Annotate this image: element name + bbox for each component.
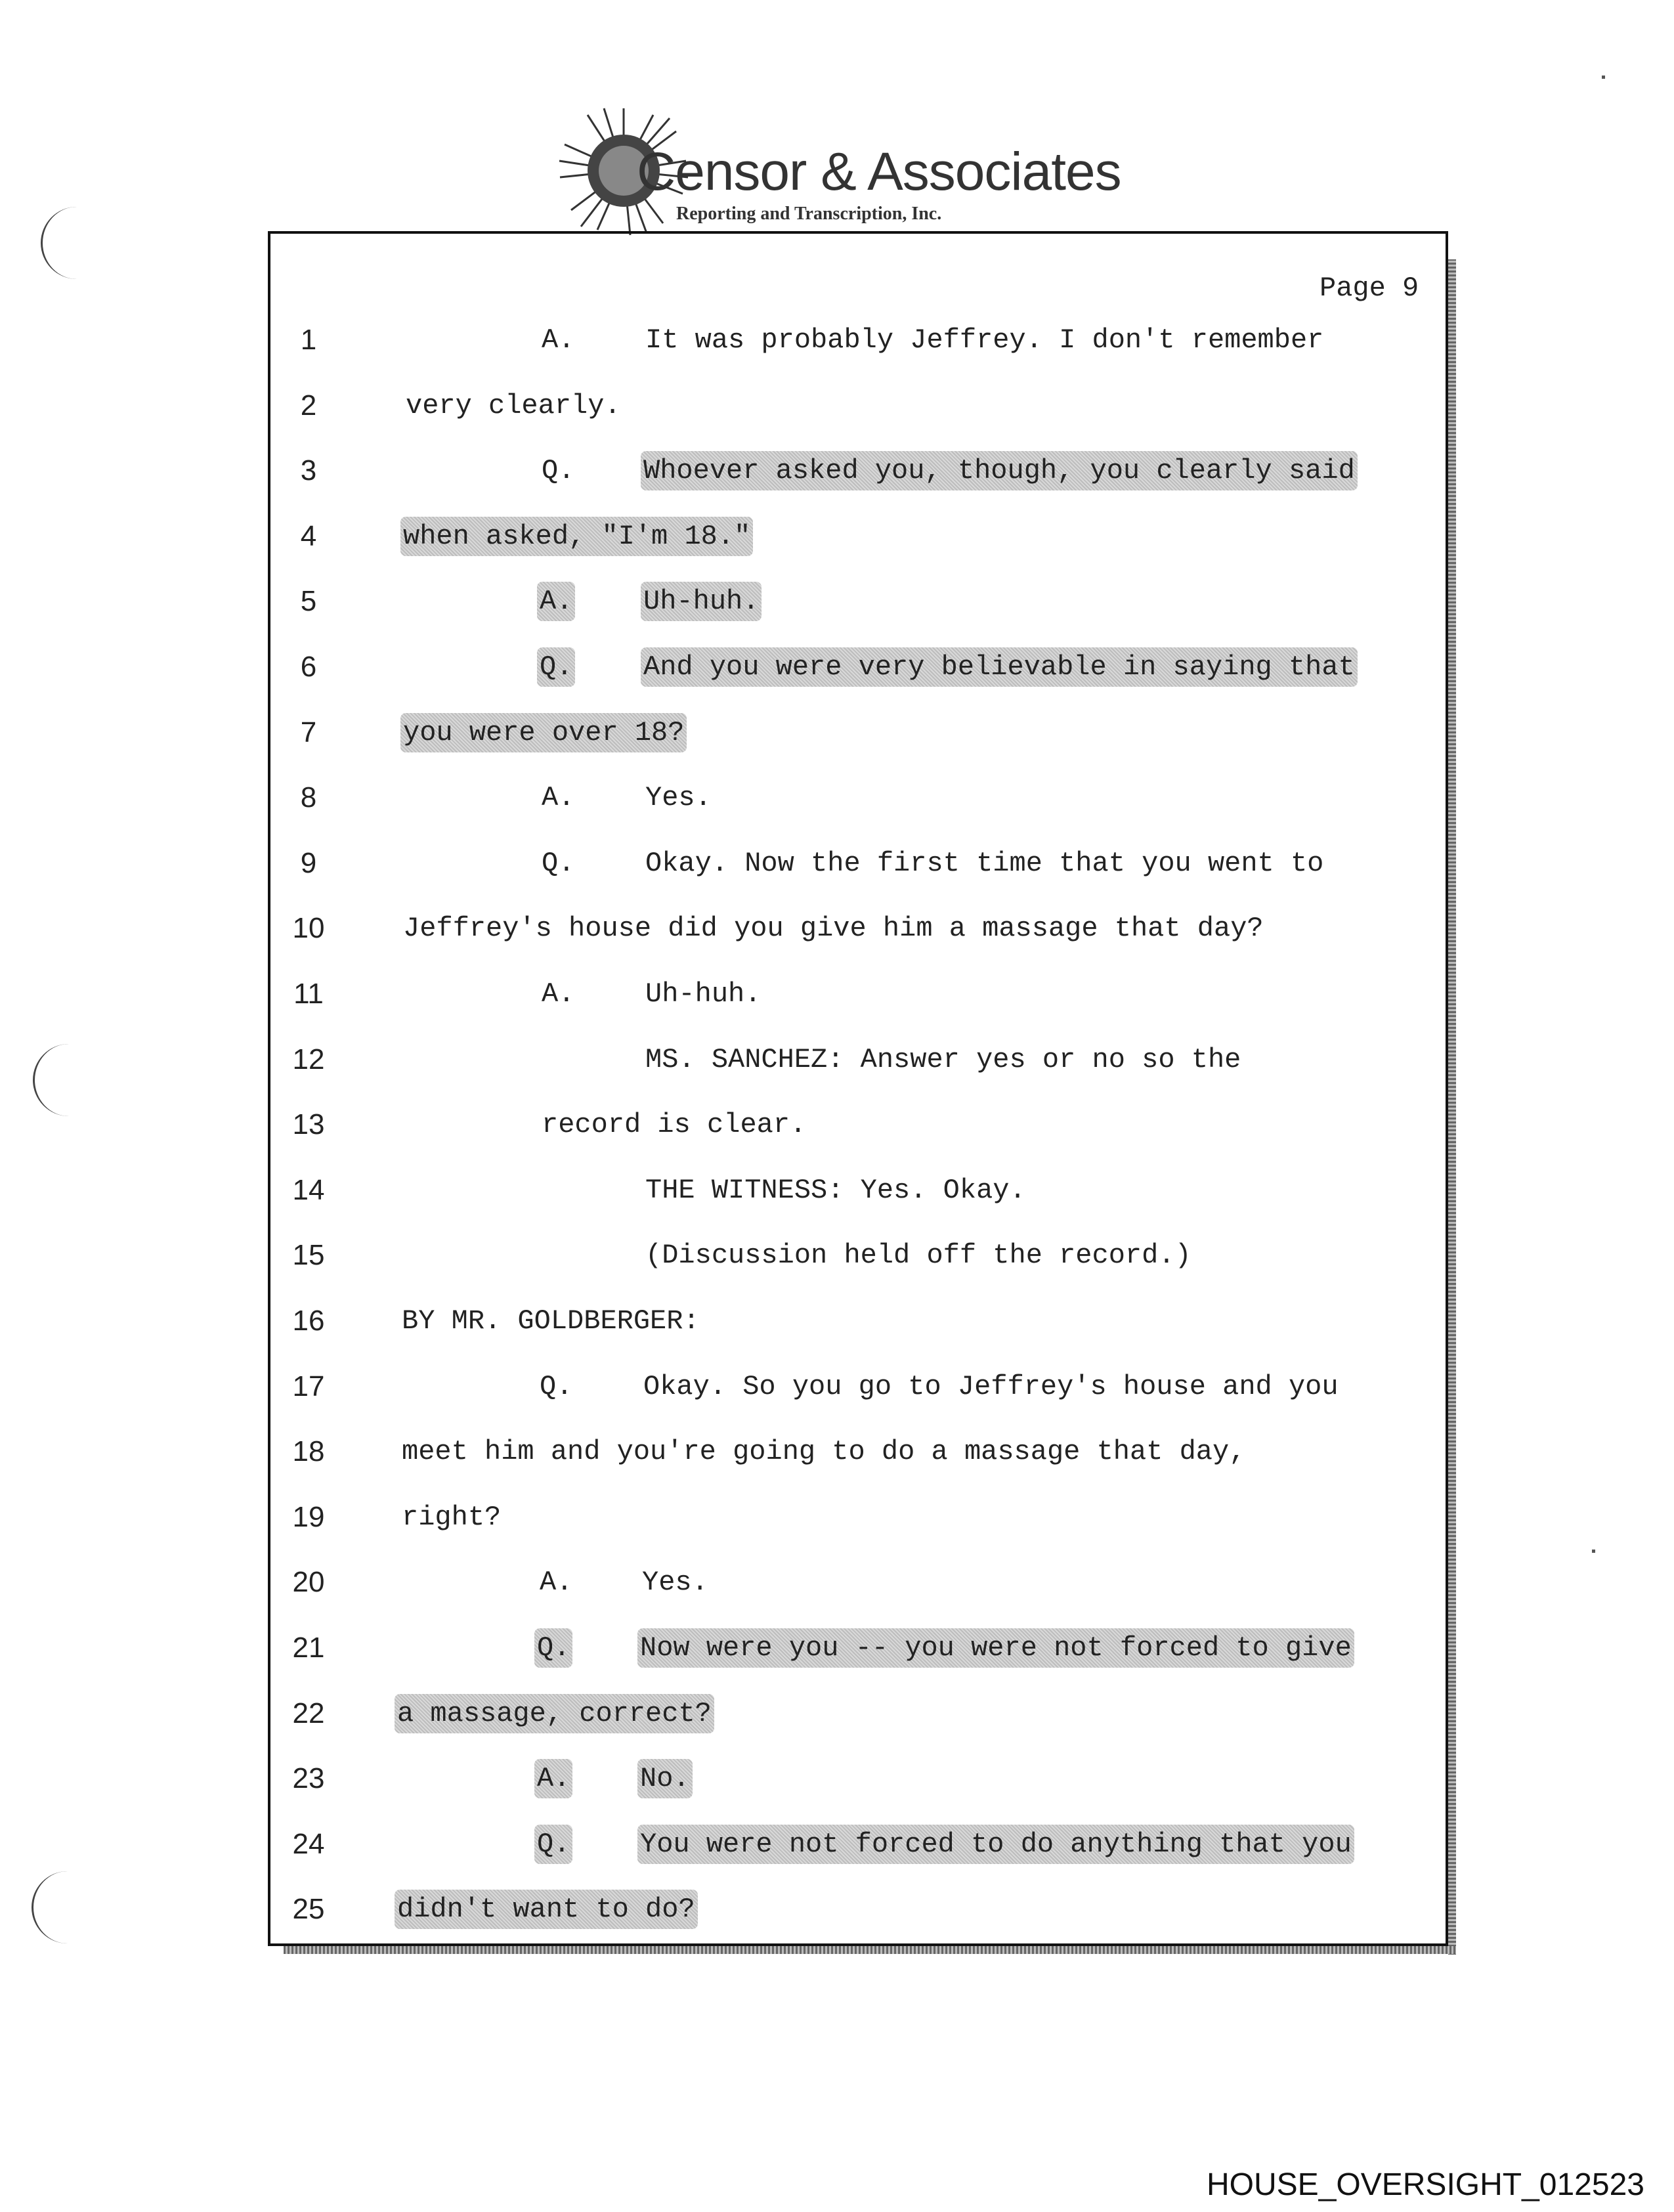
line-number: 11 bbox=[293, 978, 324, 1010]
frame-shadow bbox=[284, 1946, 1456, 1954]
transcript-line bbox=[0, 386, 1674, 425]
line-number: 14 bbox=[292, 1174, 325, 1206]
testimony-text: right? bbox=[402, 1502, 502, 1533]
testimony-text: BY MR. GOLDBERGER: bbox=[402, 1305, 700, 1337]
transcript-line bbox=[0, 1040, 1674, 1079]
line-number: 17 bbox=[292, 1370, 325, 1402]
highlighted-testimony-text: A. bbox=[537, 582, 575, 621]
testimony-text: It was probably Jeffrey. I don't remember bbox=[645, 324, 1324, 356]
transcript-line bbox=[0, 451, 1674, 490]
testimony-text: Jeffrey's house did you give him a massage that day? bbox=[403, 913, 1264, 944]
line-number: 20 bbox=[292, 1566, 325, 1598]
highlighted-testimony-text: You were not forced to do anything that you bbox=[637, 1825, 1354, 1864]
line-number: 9 bbox=[300, 847, 317, 879]
transcript-line bbox=[0, 1563, 1674, 1602]
testimony-text: Q. bbox=[542, 455, 575, 487]
testimony-text: (Discussion held off the record.) bbox=[645, 1240, 1191, 1271]
transcript-line bbox=[0, 713, 1674, 752]
line-number: 5 bbox=[300, 585, 317, 617]
highlighted-testimony-text: Whoever asked you, though, you clearly said bbox=[641, 451, 1358, 490]
transcript-line bbox=[0, 844, 1674, 883]
line-number: 6 bbox=[300, 651, 317, 683]
testimony-text: A. bbox=[542, 782, 575, 813]
testimony-text: Q. bbox=[542, 848, 575, 879]
transcript-line bbox=[0, 647, 1674, 687]
testimony-text: record is clear. bbox=[542, 1109, 807, 1140]
transcript-line bbox=[0, 1825, 1674, 1864]
highlighted-testimony-text: you were over 18? bbox=[400, 713, 687, 752]
bates-number: HOUSE_OVERSIGHT_012523 bbox=[1207, 2167, 1644, 2202]
line-number: 13 bbox=[292, 1108, 325, 1140]
testimony-text: Yes. bbox=[645, 782, 712, 813]
line-number: 16 bbox=[292, 1305, 325, 1337]
testimony-text: Q. bbox=[540, 1371, 573, 1402]
transcript-line bbox=[0, 1694, 1674, 1733]
line-number: 12 bbox=[292, 1043, 325, 1075]
scan-speck bbox=[1592, 1550, 1595, 1553]
line-number: 22 bbox=[292, 1697, 325, 1729]
highlighted-testimony-text: Q. bbox=[537, 647, 575, 687]
testimony-text: A. bbox=[542, 978, 575, 1010]
testimony-text: A. bbox=[540, 1567, 573, 1598]
testimony-text: Uh-huh. bbox=[645, 978, 762, 1010]
highlighted-testimony-text: No. bbox=[637, 1759, 693, 1798]
testimony-text: Okay. Now the first time that you went to bbox=[645, 848, 1324, 879]
transcript-line bbox=[0, 1759, 1674, 1798]
line-number: 8 bbox=[300, 781, 317, 813]
line-number: 2 bbox=[300, 389, 317, 422]
highlighted-testimony-text: Q. bbox=[534, 1825, 572, 1864]
transcript-line bbox=[0, 1171, 1674, 1210]
testimony-text: MS. SANCHEZ: Answer yes or no so the bbox=[645, 1044, 1241, 1075]
line-number: 23 bbox=[292, 1762, 325, 1794]
transcript-line bbox=[0, 909, 1674, 948]
line-number: 3 bbox=[300, 454, 317, 487]
testimony-text: A. bbox=[542, 324, 575, 356]
line-number: 25 bbox=[292, 1893, 325, 1925]
binder-hole-mark bbox=[41, 207, 82, 279]
highlighted-testimony-text: Now were you -- you were not forced to give bbox=[637, 1628, 1354, 1668]
page-number: Page 9 bbox=[1320, 272, 1419, 304]
line-number: 18 bbox=[292, 1435, 325, 1467]
line-number: 1 bbox=[300, 324, 317, 356]
highlighted-testimony-text: a massage, correct? bbox=[395, 1694, 714, 1733]
scan-speck bbox=[1602, 76, 1605, 79]
line-number: 15 bbox=[292, 1239, 325, 1271]
line-number: 24 bbox=[292, 1828, 325, 1860]
testimony-text: very clearly. bbox=[406, 390, 621, 422]
company-name: Censor & Associates bbox=[637, 142, 1121, 202]
transcript-line bbox=[0, 1628, 1674, 1668]
highlighted-testimony-text: didn't want to do? bbox=[395, 1890, 698, 1929]
transcript-line bbox=[0, 974, 1674, 1014]
company-subtitle: Reporting and Transcription, Inc. bbox=[676, 204, 942, 224]
line-number: 21 bbox=[292, 1632, 325, 1664]
transcript-line bbox=[0, 1236, 1674, 1275]
testimony-text: Yes. bbox=[642, 1567, 708, 1598]
transcript-line bbox=[0, 320, 1674, 360]
line-number: 4 bbox=[300, 520, 317, 552]
transcript-line bbox=[0, 1301, 1674, 1341]
highlighted-testimony-text: Q. bbox=[534, 1628, 572, 1668]
highlighted-testimony-text: Uh-huh. bbox=[641, 582, 762, 621]
line-number: 7 bbox=[300, 716, 317, 748]
transcript-line bbox=[0, 1367, 1674, 1406]
letterhead-logo bbox=[558, 105, 1121, 236]
transcript-line bbox=[0, 1105, 1674, 1144]
testimony-text: THE WITNESS: Yes. Okay. bbox=[645, 1175, 1026, 1206]
transcript-line bbox=[0, 1498, 1674, 1537]
line-number: 10 bbox=[292, 912, 325, 944]
transcript-line bbox=[0, 778, 1674, 817]
highlighted-testimony-text: And you were very believable in saying that bbox=[641, 647, 1358, 687]
transcript-line bbox=[0, 517, 1674, 556]
transcript-line bbox=[0, 1432, 1674, 1471]
transcript-line bbox=[0, 1890, 1674, 1929]
transcript-line bbox=[0, 582, 1674, 621]
highlighted-testimony-text: A. bbox=[534, 1759, 572, 1798]
testimony-text: meet him and you're going to do a massage that day, bbox=[402, 1436, 1246, 1467]
testimony-text: Okay. So you go to Jeffrey's house and you bbox=[643, 1371, 1339, 1402]
highlighted-testimony-text: when asked, "I'm 18." bbox=[400, 517, 753, 556]
line-number: 19 bbox=[292, 1501, 325, 1533]
